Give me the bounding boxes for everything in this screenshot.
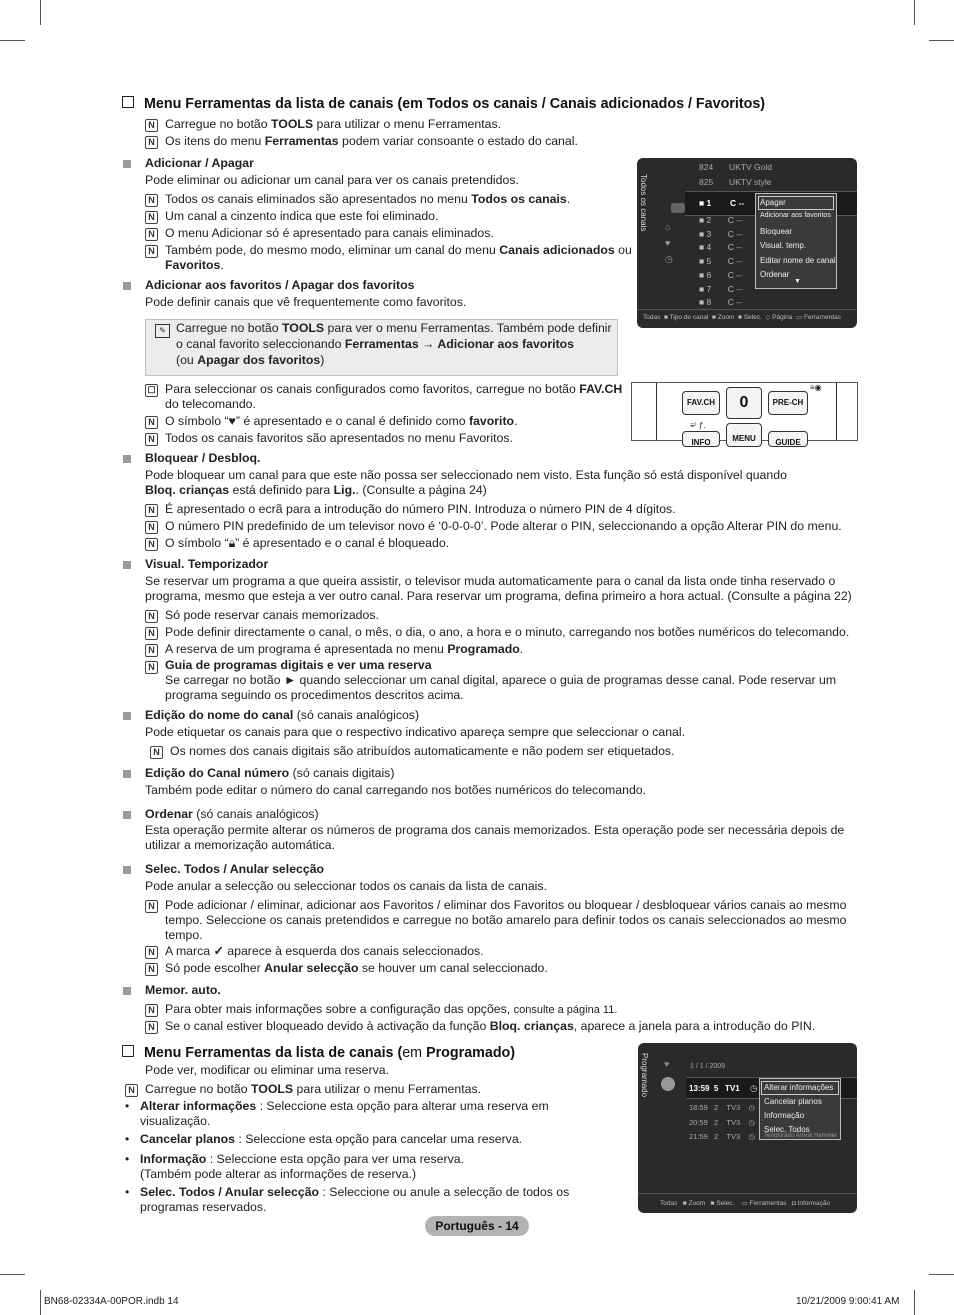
- note-icon: N: [145, 136, 159, 149]
- tip-text: Carregue no botão TOOLS para ver o menu Ferramentas. Também pode definir: [176, 321, 612, 335]
- note-text: A reserva de um programa é apresentada no menu Programado.: [165, 642, 524, 656]
- item-heading: Memor. auto.: [145, 983, 221, 997]
- menu-item-timer[interactable]: Visual. temp.: [760, 241, 807, 250]
- schedule-row[interactable]: 21:59 2 TV3 ◷: [689, 1132, 756, 1141]
- crop-mark: [40, 1290, 41, 1315]
- item-description: Esta operação permite alterar os números de programa dos canais memorizados. Esta operação pode ser necessária depois de: [145, 823, 845, 837]
- crop-mark: [914, 0, 915, 25]
- menu-item-info[interactable]: Informação: [764, 1111, 805, 1120]
- note-icon: N: [145, 627, 159, 640]
- note-icon: N: [145, 228, 159, 241]
- note-text: Pode definir directamente o canal, o mês, o dia, o ano, a hora e o minuto, carregando nos botões numéricos do telecomando.: [165, 625, 850, 639]
- selected-channel-row[interactable]: ■ 1 C --: [685, 191, 857, 216]
- menu-item-edit-name[interactable]: Editar nome de canal: [760, 256, 836, 265]
- note-icon: N: [145, 538, 159, 551]
- bullet-text: Cancelar planos : Seleccione esta opção para cancelar uma reserva.: [140, 1132, 523, 1146]
- note-icon: N: [145, 504, 159, 517]
- zero-button: 0: [726, 387, 762, 419]
- note-icon: N: [145, 1004, 159, 1017]
- note-icon: N: [145, 433, 159, 446]
- bullet-text: Informação : Seleccione esta opção para ver uma reserva. (Também pode alterar as informações de reserva.): [140, 1152, 464, 1181]
- item-description: Também pode editar o número do canal carregando nos botões numéricos do telecomando.: [145, 783, 647, 797]
- item-description: Bloq. crianças está definido para Lig.. (Consulte a página 24): [145, 483, 487, 497]
- channel-row[interactable]: ■ 6 C --: [699, 269, 742, 280]
- item-heading: Bloquear / Desbloq.: [145, 451, 261, 465]
- checkmark-icon: ✓: [213, 944, 224, 958]
- crop-mark: [929, 40, 954, 41]
- square-bullet-icon: [123, 160, 131, 168]
- clock-icon: ◷: [665, 254, 673, 264]
- selected-schedule-row[interactable]: 13:59 5 TV1 ◷: [686, 1077, 857, 1099]
- note-icon: N: [145, 245, 159, 258]
- note-text: Para obter mais informações sobre a configuração das opções, consulte a página 11.: [165, 1002, 618, 1016]
- menu-item-change-info[interactable]: Alterar informações: [764, 1083, 834, 1092]
- note-icon: N: [145, 416, 159, 429]
- square-bullet-icon: [123, 712, 131, 720]
- channel-row[interactable]: ■ 3 C --: [699, 228, 742, 239]
- channel-row[interactable]: ■ 2 C --: [699, 215, 742, 225]
- bullet-icon: •: [125, 1099, 130, 1113]
- item-description: Pode anular a selecção ou seleccionar todos os canais da lista de canais.: [145, 879, 547, 893]
- channel-row[interactable]: ■ 4 C --: [699, 242, 742, 253]
- note-text: Guia de programas digitais e ver uma reserva Se carregar no botão ► quando seleccionar um canal digital, aparece o guia de programas desse canal. Pode reservar um programa seguindo os procedimentos descritos acima.: [165, 658, 837, 702]
- section-title: Menu Ferramentas da lista de canais (em Programado): [122, 1045, 515, 1061]
- bullet-icon: •: [125, 1185, 130, 1199]
- menu-item-lock[interactable]: Bloquear: [760, 227, 793, 236]
- tools-menu: [755, 193, 837, 289]
- teletext-icon: ≡◉: [810, 383, 822, 392]
- crop-mark: [0, 40, 25, 41]
- note-icon: N: [145, 119, 159, 132]
- note-text: O símbolo “🔒︎” é apresentado e o canal é bloqueado.: [165, 536, 450, 550]
- note-text: Só pode escolher Anular selecção se houver um canal seleccionado.: [165, 961, 548, 975]
- screen-side-label: Programado: [640, 1053, 649, 1098]
- item-description: Se reservar um programa a que queira assistir, o televisor muda automaticamente para o canal da lista onde tinha reservado o: [145, 574, 836, 588]
- print-date: 10/21/2009 9:00:41 AM: [796, 1296, 900, 1307]
- note-text: O menu Adicionar só é apresentado para canais eliminados.: [165, 226, 494, 240]
- note-text: É apresentado o ecrã para a introdução do número PIN. Introduza o número PIN de 4 dígitos.: [165, 502, 676, 516]
- screen-footer: Todas ■ Zoom ■ Selec. ▭ Ferramentas ◘ Informação: [660, 1200, 831, 1207]
- item-description: Pode eliminar ou adicionar um canal para ver os canais pretendidos.: [145, 173, 519, 187]
- clock-icon: [661, 1077, 675, 1091]
- note-icon: N: [150, 746, 164, 759]
- item-heading: Adicionar / Apagar: [145, 156, 254, 170]
- channel-number: 825: [699, 177, 714, 187]
- square-bullet-icon: [123, 811, 131, 819]
- schedule-row[interactable]: 18:59 2 TV3 ◷: [689, 1103, 756, 1112]
- note-text: A marca ✓ aparece à esquerda dos canais seleccionados.: [165, 944, 484, 958]
- item-heading: Ordenar (só canais analógicos): [145, 807, 319, 821]
- note-text: Todos os canais eliminados são apresentados no menu Todos os canais.: [165, 192, 571, 206]
- note-text: Para seleccionar os canais configurados como favoritos, carregue no botão FAV.CH do telecomando.: [165, 382, 623, 411]
- channel-name: UKTV Gold: [729, 162, 772, 172]
- note-icon: N: [145, 661, 159, 674]
- guide-button: GUIDE: [768, 431, 808, 447]
- crop-mark: [914, 1290, 915, 1315]
- item-description: Pode etiquetar os canais para que o respectivo indicativo apareça sempre que seleccionar o canal.: [145, 725, 686, 739]
- note-icon: N: [145, 521, 159, 534]
- item-heading: Selec. Todos / Anular selecção: [145, 862, 325, 876]
- item-heading: Adicionar aos favoritos / Apagar dos favoritos: [145, 278, 415, 292]
- bullet-text: Selec. Todos / Anular selecção : Seleccione ou anule a selecção de todos os programas reservados.: [140, 1185, 570, 1214]
- checkbox-bullet-icon: [122, 96, 134, 108]
- chevron-down-icon: ▼: [794, 278, 801, 285]
- menu-item-cancel[interactable]: Cancelar planos: [764, 1097, 822, 1106]
- menu-item-sort[interactable]: Ordenar: [760, 270, 790, 279]
- note-icon: N: [145, 946, 159, 959]
- page-number: Português - 14: [425, 1216, 529, 1236]
- item-description: Pode bloquear um canal para que este não possa ser seleccionado nem visto. Esta função só está disponível quando: [145, 468, 787, 482]
- info-button: INFO: [682, 431, 720, 447]
- scheduled-list-screen: [638, 1043, 857, 1213]
- channel-row[interactable]: ■ 5 C --: [699, 256, 742, 267]
- remote-icon: ☐: [145, 384, 159, 397]
- note-icon: N: [145, 610, 159, 623]
- program-title: Temporário Arrival Hammer: [764, 1133, 838, 1139]
- note-text: Pode adicionar / eliminar, adicionar aos Favoritos / eliminar dos Favoritos ou bloquear / desbloquear vários canais ao mesmo tempo. Seleccione os canais pretendidos e carregue no botão amarelo para definir todos os canais seleccionados ao mesmo tempo.: [165, 898, 847, 942]
- menu-item-delete[interactable]: Apagar: [760, 198, 786, 207]
- clock-icon: ◷: [750, 1083, 758, 1093]
- menu-item-add-favorite[interactable]: Adicionar aos favoritos: [760, 212, 831, 219]
- tip-text: (ou Apagar dos favoritos): [176, 353, 325, 367]
- note-text: Também pode, do mesmo modo, eliminar um canal do menu Canais adicionados ou Favoritos.: [165, 243, 632, 272]
- item-heading: Edição do nome do canal (só canais analógicos): [145, 708, 420, 722]
- note-text: Carregue no botão TOOLS para utilizar o menu Ferramentas.: [145, 1082, 482, 1096]
- all-channels-icon: [671, 203, 685, 213]
- tools-menu: [759, 1078, 841, 1140]
- lock-icon: 🔒︎: [228, 536, 236, 550]
- screen-side-label: Todos os canais: [639, 174, 648, 232]
- bullet-icon: •: [125, 1132, 130, 1146]
- square-bullet-icon: [123, 866, 131, 874]
- note-icon: N: [145, 644, 159, 657]
- note-text: Um canal a cinzento indica que este foi eliminado.: [165, 209, 439, 223]
- note-text: O símbolo “♥” é apresentado e o canal é definido como favorito.: [165, 414, 518, 428]
- heart-icon: ♥: [665, 238, 671, 248]
- schedule-row[interactable]: 20:59 2 TV3 ◷: [689, 1117, 756, 1127]
- note-text: Só pode reservar canais memorizados.: [165, 608, 379, 622]
- note-icon: N: [145, 211, 159, 224]
- item-description: Pode definir canais que vê frequentemente como favoritos.: [145, 295, 467, 309]
- note-text: Se o canal estiver bloqueado devido à activação da função Bloq. crianças, aparece a janela para a introdução do PIN.: [165, 1019, 816, 1033]
- file-name: BN68-02334A-00POR.indb 14: [44, 1296, 179, 1307]
- pre-ch-button: PRE-CH: [768, 391, 808, 415]
- schedule-date: 1 / 1 / 2009: [690, 1063, 726, 1070]
- item-heading: Edição do Canal número (só canais digitais): [145, 766, 395, 780]
- checkbox-bullet-icon: [122, 1045, 134, 1057]
- item-heading: Visual. Temporizador: [145, 557, 269, 571]
- teletext-icon: ≡⁾ ƒ.: [690, 421, 706, 430]
- screen-footer: Todas ■ Tipo de canal ■ Zoom ■ Selec. ◇ Página ▭ Ferramentas: [643, 314, 841, 321]
- note-text: Os itens do menu Ferramentas podem variar consoante o estado do canal.: [165, 134, 578, 148]
- menu-button: MENU: [726, 423, 762, 447]
- section-description: Pode ver, modificar ou eliminar uma reserva.: [145, 1063, 389, 1077]
- crop-mark: [929, 1274, 954, 1275]
- heart-icon: ♥: [664, 1059, 670, 1069]
- note-icon: N: [125, 1084, 139, 1097]
- channel-type-icon: ⌂: [665, 222, 671, 232]
- bullet-text: Alterar informações : Seleccione esta opção para alterar uma reserva em visualização.: [140, 1099, 549, 1128]
- item-description: utilizar a memorização automática.: [145, 838, 335, 852]
- channel-row[interactable]: ■ 7 C --: [699, 283, 742, 294]
- fav-ch-button: FAV.CH: [682, 391, 720, 415]
- remote-control-illustration: [631, 382, 858, 447]
- note-text: Todos os canais favoritos são apresentados no menu Favoritos.: [165, 431, 513, 445]
- note-icon: N: [145, 900, 159, 913]
- remote-tip-icon: ✎: [155, 324, 170, 338]
- square-bullet-icon: [123, 987, 131, 995]
- note-text: Os nomes dos canais digitais são atribuídos automaticamente e não podem ser etiquetados.: [170, 744, 675, 758]
- crop-mark: [40, 0, 41, 25]
- channel-number: 824: [699, 162, 714, 172]
- note-text: O número PIN predefinido de um televisor novo é ‘0-0-0-0’. Pode alterar o PIN, seleccionando a opção Alterar PIN do menu.: [165, 519, 842, 533]
- channel-list-screen: [637, 158, 857, 328]
- item-description: programa, mesmo que esteja a ver outro canal. Para reservar um programa, defina primeiro a hora actual. (Consulte a página 22): [145, 589, 852, 603]
- bullet-icon: •: [125, 1152, 130, 1166]
- channel-name: UKTV style: [729, 177, 772, 187]
- square-bullet-icon: [123, 770, 131, 778]
- channel-row[interactable]: ■ 8 C --: [699, 297, 742, 308]
- square-bullet-icon: [123, 561, 131, 569]
- crop-mark: [0, 1274, 25, 1275]
- square-bullet-icon: [123, 455, 131, 463]
- note-icon: N: [145, 963, 159, 976]
- tip-text: o canal favorito seleccionando Ferramentas → Adicionar aos favoritos: [176, 337, 575, 351]
- menu-item-select-all[interactable]: Selec. Todos: [764, 1125, 810, 1134]
- tip-box: [145, 319, 618, 376]
- square-bullet-icon: [123, 282, 131, 290]
- note-icon: N: [145, 194, 159, 207]
- section-title: Menu Ferramentas da lista de canais (em Todos os canais / Canais adicionados / Favoritos): [122, 96, 765, 112]
- note-icon: N: [145, 1021, 159, 1034]
- note-text: Carregue no botão TOOLS para utilizar o menu Ferramentas.: [165, 117, 502, 131]
